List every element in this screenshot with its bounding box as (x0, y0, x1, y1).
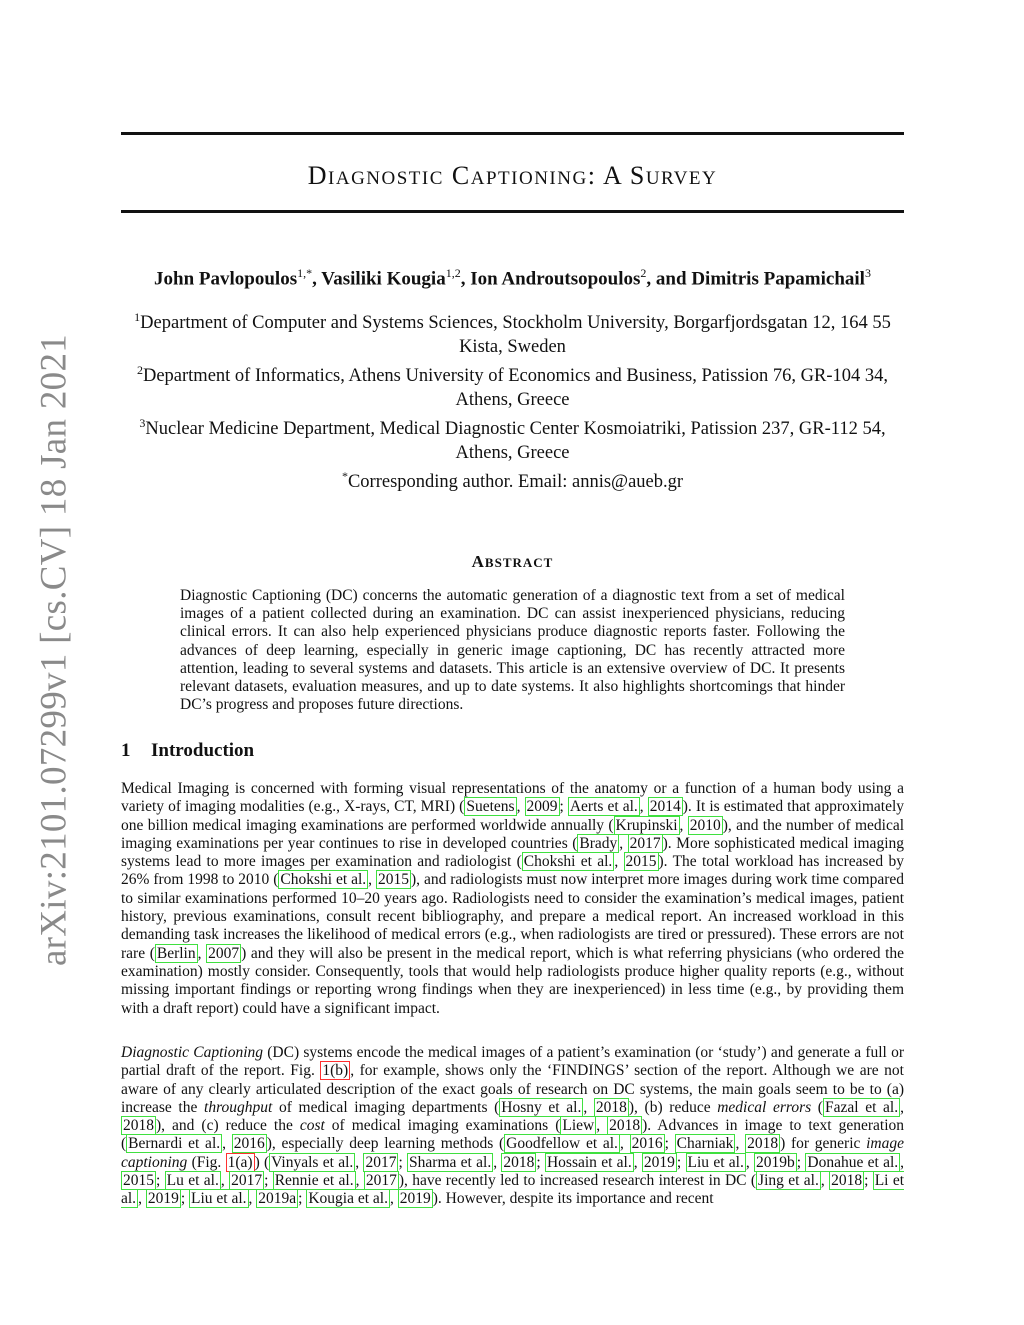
author: Ion Androutsopoulos (470, 268, 641, 290)
citation-link[interactable]: 2018 (123, 1117, 154, 1135)
citation-link[interactable]: 2015 (625, 853, 657, 871)
paper-title: DIAGNOSTIC CAPTIONING: A SURVEY (307, 161, 718, 190)
bottom-rule (121, 210, 904, 213)
citation-link[interactable]: 2007 (208, 944, 240, 962)
citation-link[interactable]: 2018 (595, 1098, 627, 1116)
citation-link[interactable]: Krupinski (615, 816, 678, 834)
affiliation: $^2$Department of Informatics, Athens University of Economics and Business, Patission 76, GR-104 34, Athens, Greece (136, 363, 889, 410)
citation-link[interactable]: Chokshi et al. (280, 871, 367, 889)
citation-link[interactable]: Liu et al. (191, 1190, 247, 1208)
citation-link[interactable]: 2018 (747, 1135, 779, 1153)
citation-link[interactable]: 2019 (147, 1190, 179, 1208)
citation-link[interactable]: Goodfellow et al. (506, 1135, 618, 1153)
affiliations (121, 306, 904, 495)
citation-link[interactable]: Bernardi et al. (128, 1135, 221, 1153)
citation-link[interactable]: Li et al. (121, 1172, 905, 1208)
citation-link[interactable]: Liu et al. (687, 1153, 744, 1171)
citation-link[interactable]: Rennie et al. (274, 1172, 354, 1190)
citation-link[interactable]: 2018 (503, 1153, 535, 1171)
citation-link[interactable]: 2017 (365, 1172, 397, 1190)
citation-link[interactable]: Liew (562, 1117, 595, 1135)
affiliation: $^3$Nuclear Medicine Department, Medical Diagnostic Center Kosmoiatriki, Patission 237, GR-112 54, Athens, Greece (139, 416, 886, 463)
intro-paragraph-1: Medical Imaging is concerned with forming visual representations of the anatomy or a function of a human body using a variety of imaging modalities (e.g., X-rays, CT, MRI) ( Suetens , 2009 ; Aerts et al. , 2014 ). It is estimated that approximately one billion medical imaging examinations are performed worldwide annually ( Krupinski , 2010 ), and the number of medical imaging examinations per year continues to rise in developed countries ( Brady , 2017 ). More sophisticated medical imaging systems lead to more images per examination and radiologist ( Chokshi et al. , 2015 ). The total workload has increased by 26% from 1998 to 2010 ( Chokshi et al. , 2015 ), and radiologists must now interpret more images during work time compared to similar examinations performed 10–20 years ago. Radiologists need to consider the examination’s medical images, patient history, previous examinations, consult recent bibliography, and prepare a medical report. An increased workload in this demanding task increases the likelihood of medical errors (e.g., when radiologists are tired or pressured). These errors are not rare ( Berlin , 2007 ) and they will also be present in the medical report, which is what referring physicians (who ordered the examination) mostly consider. Consequently, tools that would help radiologists produce higher quality reports (e.g., without missing important findings or reporting wrong findings when they are inexperienced) in less time (e.g., by providing them with a draft report) could have a significant impact. (121, 780, 905, 1017)
citation-link[interactable]: 2016 (233, 1135, 265, 1153)
citation-link[interactable]: 2019a (258, 1190, 297, 1208)
citation-link[interactable]: 2018 (831, 1172, 863, 1190)
citation-link[interactable]: Hosny et al. (501, 1098, 582, 1116)
author: Dimitris Papamichail (691, 268, 865, 290)
citation-link[interactable]: Suetens (466, 798, 515, 816)
citation-link[interactable]: 2017 (365, 1153, 397, 1171)
citation-link[interactable]: 2017 (231, 1172, 263, 1190)
figure-ref-link[interactable]: 1(a) (227, 1153, 253, 1171)
intro-paragraph-2: Diagnostic Captioning (DC) systems encode the medical images of a patient’s examination (or ‘study’) and generate a full or partial draft of the report. Fig. 1(b) , for example, shows only the ‘FINDINGS’ section of the report. Although we are not aware of any clearly articulated description of the exact goals of research on DC systems, the main goals seem to be to (a) increase the throughput of medical imaging departments ( Hosny et al. , 2018 ), (b) reduce medical errors ( Fazal et al. , 2018 ), and (c) reduce the cost of medical imaging examinations ( Liew , 2018 ). Advances in image to text generation ( Bernardi et al. , 2016 ), especially deep learning methods ( Goodfellow et al. , 2016 ; Charniak , 2018 ) for generic image captioning (Fig. 1(a) ) ( Vinyals et al. , 2017 ; Sharma et al. , 2018 ; Hossain et al. , 2019 ; Liu et al. , 2019b ; Donahue et al. , 2015 ; Lu et al. , 2017 ; Rennie et al. , 2017 ), have recently led to increased research interest in DC ( Jing et al. , 2018 ; Li et al. , 2019 ; Liu et al. , 2019a ; Kougia et al. , 2019 ). However, despite its importance and recent (121, 1044, 905, 1208)
citation-link[interactable]: Kougia et al. (308, 1190, 388, 1208)
citation-link[interactable]: 2015 (123, 1172, 154, 1190)
citation-link[interactable]: 2016 (631, 1135, 663, 1153)
citation-link[interactable]: Jing et al. (758, 1172, 819, 1190)
citation-link[interactable]: 2017 (629, 834, 661, 852)
citation-link[interactable]: 2019b (756, 1153, 795, 1171)
corresponding-author: *Corresponding author. Email: annis@aueb.gr (341, 469, 684, 493)
citation-link[interactable]: 2009 (526, 798, 558, 816)
citation-link[interactable]: Fazal et al. (824, 1098, 899, 1116)
citation-link[interactable]: 2018 (609, 1117, 641, 1135)
citation-link[interactable]: 2019 (399, 1190, 431, 1208)
author: John Pavlopoulos (154, 268, 298, 290)
citation-link[interactable]: Lu et al. (166, 1172, 219, 1190)
citation-link[interactable]: 2014 (649, 798, 681, 816)
citation-link[interactable]: 2015 (377, 871, 409, 889)
citation-link[interactable]: Donahue et al. (807, 1153, 899, 1171)
section-heading: 1 Introduction (121, 740, 255, 761)
author-list: John Pavlopoulos$^{1,*}$, Vasiliki Kougia$^{1,2}$, Ion Androutsopoulos$^2$, and Dimitris Papamichail$^3$ (154, 266, 871, 290)
citation-link[interactable]: Brady (579, 834, 618, 852)
arxiv-stamp: arXiv:2101.07299v1 [cs.CV] 18 Jan 2021 (33, 333, 75, 967)
citation-link[interactable]: Aerts et al. (569, 798, 638, 816)
author: Vasiliki Kougia (321, 268, 446, 290)
citation-link[interactable]: Hossain et al. (546, 1153, 632, 1171)
citation-link[interactable]: Chokshi et al. (523, 853, 613, 871)
citation-link[interactable]: Sharma et al. (409, 1153, 492, 1171)
citation-link[interactable]: 2019 (643, 1153, 675, 1171)
top-rule (121, 132, 904, 135)
abstract-heading: ABSTRACT (471, 552, 554, 571)
citation-link[interactable]: Vinyals et al. (271, 1153, 354, 1171)
citation-link[interactable]: Charniak (676, 1135, 734, 1153)
affiliation: $^1$Department of Computer and Systems Sciences, Stockholm University, Borgarfjordsgatan 12, 164 55 Kista, Sweden (134, 310, 891, 357)
citation-link[interactable]: Berlin (156, 944, 196, 962)
abstract-text: Diagnostic Captioning (DC) concerns the automatic generation of a diagnostic text from a set of medical images of a patient collected during an examination. DC can assist inexperienced physicians, reducing clinical errors. It can also help experienced physicians produce diagnostic reports faster. Following the advances of deep learning, especially in generic image captioning, DC has recently attracted more attention, leading to several systems and datasets. This article is an extensive overview of DC. It presents relevant datasets, evaluation measures, and up to date systems. It also highlights shortcomings that hinder DC’s progress and proposes future directions. (180, 587, 845, 714)
figure-ref-link[interactable]: 1(b) (322, 1062, 349, 1080)
citation-link[interactable]: 2010 (689, 816, 721, 834)
